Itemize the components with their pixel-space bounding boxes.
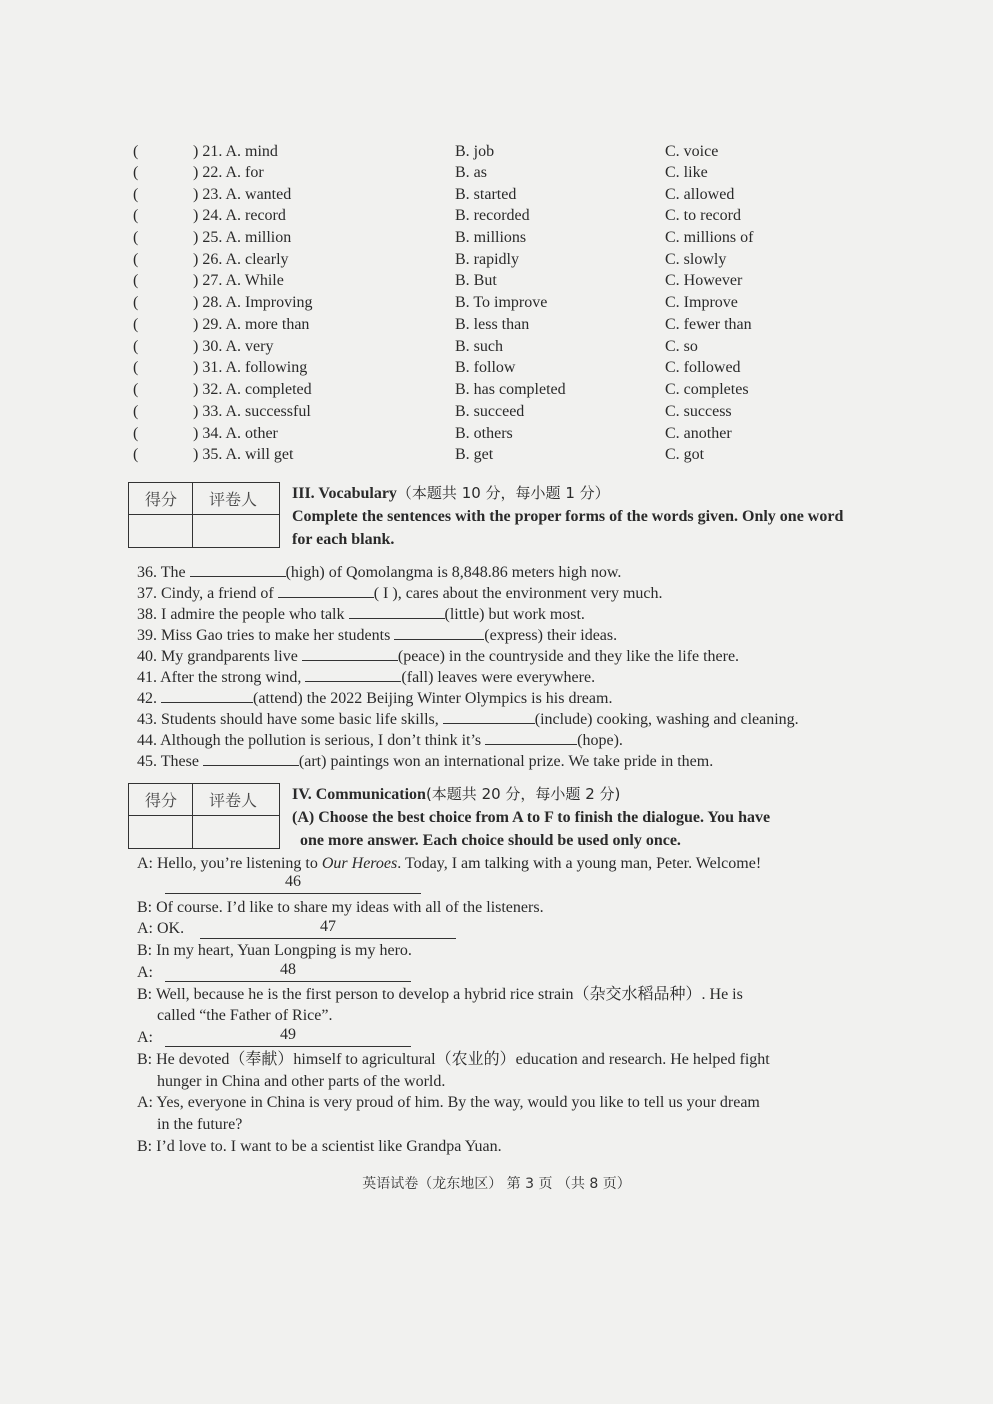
option-a: ) 28. A. Improving <box>193 294 313 311</box>
option-c: C. allowed <box>665 186 735 203</box>
page-footer: 英语试卷（龙东地区） 第 3 页 （共 8 页） <box>362 1176 631 1192</box>
option-a: ) 30. A. very <box>193 338 274 355</box>
grader-label: 评卷人 <box>209 791 258 810</box>
question-41: 41. After the strong wind, (fall) leaves were everywhere. <box>137 666 595 688</box>
list-item <box>0 357 993 378</box>
option-a: ) 33. A. successful <box>193 403 311 420</box>
option-b: B. such <box>455 338 503 355</box>
answer-blank-48[interactable]: 48 <box>165 960 411 982</box>
option-b: B. recorded <box>455 207 530 224</box>
answer-blank-47[interactable]: 47 <box>200 917 456 939</box>
option-b: B. as <box>455 164 487 181</box>
dialogue-line: A: Hello, you’re listening to Our Heroes. Today, I am talking with a young man, Peter. Welcome! <box>137 855 762 872</box>
option-b: B. less than <box>455 316 530 333</box>
answer-blank[interactable] <box>278 582 374 598</box>
answer-paren: ( <box>133 229 139 246</box>
option-a: ) 23. A. wanted <box>193 186 292 203</box>
option-c: C. so <box>665 338 698 355</box>
option-b: B. others <box>455 425 513 442</box>
answer-paren: ( <box>133 207 139 224</box>
dialogue-line: B: He devoted（奉献）himself to agricultural（农业的）education and research. He helped fight <box>137 1051 770 1068</box>
question-42: 42. (attend) the 2022 Beijing Winter Olympics is his dream. <box>137 687 612 709</box>
answer-paren: ( <box>133 338 139 355</box>
question-45: 45. These (art) paintings won an international prize. We take pride in them. <box>137 750 713 772</box>
dialogue-line: in the future? <box>157 1116 243 1133</box>
option-c: C. slowly <box>665 251 727 268</box>
answer-blank[interactable] <box>161 687 253 703</box>
option-c: C. voice <box>665 143 719 160</box>
answer-blank[interactable] <box>302 645 398 661</box>
dialogue-line: A: Yes, everyone in China is very proud of him. By the way, would you like to tell us your dream <box>137 1094 760 1111</box>
question-38: 38. I admire the people who talk (little) but work most. <box>137 603 585 625</box>
option-a: ) 29. A. more than <box>193 316 310 333</box>
list-item <box>0 314 993 335</box>
option-b: B. job <box>455 143 495 160</box>
score-label: 得分 <box>145 490 178 509</box>
option-b: B. millions <box>455 229 527 246</box>
option-a: ) 32. A. completed <box>193 381 312 398</box>
option-b: B. succeed <box>455 403 525 420</box>
option-a: ) 21. A. mind <box>193 143 278 160</box>
section-instruction: Complete the sentences with the proper forms of the words given. Only one word for each blank. <box>292 508 844 548</box>
answer-paren: ( <box>133 251 139 268</box>
answer-blank-46[interactable]: 46 <box>165 872 421 894</box>
list-item <box>0 249 993 270</box>
dialogue-line: called “the Father of Rice”. <box>157 1007 333 1024</box>
answer-paren: ( <box>133 272 139 289</box>
answer-blank[interactable] <box>349 603 445 619</box>
option-a: ) 27. A. While <box>193 272 284 289</box>
show-name: Our Heroes <box>321 855 398 872</box>
answer-paren: ( <box>133 316 139 333</box>
answer-blank-49[interactable]: 49 <box>165 1025 411 1047</box>
list-item <box>0 141 993 162</box>
dialogue-line: B: Well, because he is the first person to develop a hybrid rice strain（杂交水稻品种）. He is <box>137 986 743 1003</box>
option-c: C. millions of <box>665 229 754 246</box>
option-c: C. followed <box>665 359 741 376</box>
option-c: C. However <box>665 272 743 289</box>
section-title: III. Vocabulary（本题共 10 分，每小题 1 分） <box>292 484 610 502</box>
question-39: 39. Miss Gao tries to make her students (express) their ideas. <box>137 624 617 646</box>
option-b: B. follow <box>455 359 516 376</box>
question-43: 43. Students should have some basic life skills, (include) cooking, washing and cleaning. <box>137 708 799 730</box>
option-b: B. started <box>455 186 517 203</box>
answer-paren: ( <box>133 446 139 463</box>
list-item <box>0 336 993 357</box>
option-b: B. get <box>455 446 494 463</box>
list-item <box>0 379 993 400</box>
option-a: ) 25. A. million <box>193 229 292 246</box>
score-label: 得分 <box>145 791 178 810</box>
option-b: B. But <box>455 272 497 289</box>
option-c: C. another <box>665 425 732 442</box>
dialogue-line: A: OK. <box>137 920 185 937</box>
answer-paren: ( <box>133 164 139 181</box>
answer-paren: ( <box>133 403 139 420</box>
list-item <box>0 292 993 313</box>
grader-label: 评卷人 <box>209 490 258 509</box>
dialogue-line: B: Of course. I’d like to share my ideas with all of the listeners. <box>137 899 544 916</box>
option-c: C. Improve <box>665 294 738 311</box>
option-a: ) 24. A. record <box>193 207 286 224</box>
answer-blank[interactable] <box>443 708 535 724</box>
question-37: 37. Cindy, a friend of ( I ), cares about the environment very much. <box>137 582 663 604</box>
option-a: ) 22. A. for <box>193 164 264 181</box>
answer-paren: ( <box>133 359 139 376</box>
list-item <box>0 423 993 444</box>
section-instruction-b: one more answer. Each choice should be used only once. <box>300 832 681 849</box>
option-c: C. got <box>665 446 705 463</box>
score-box <box>128 783 280 849</box>
option-a: ) 35. A. will get <box>193 446 294 463</box>
answer-blank[interactable] <box>305 666 401 682</box>
option-b: B. has completed <box>455 381 566 398</box>
answer-paren: ( <box>133 425 139 442</box>
option-c: C. to record <box>665 207 741 224</box>
answer-paren: ( <box>133 143 139 160</box>
question-36: 36. The (high) of Qomolangma is 8,848.86 meters high now. <box>137 561 621 583</box>
section-title: IV. Communication(本题共 20 分，每小题 2 分) <box>292 785 621 803</box>
section-instruction-a: (A) Choose the best choice from A to F to finish the dialogue. You have <box>292 809 771 826</box>
answer-paren: ( <box>133 186 139 203</box>
list-item <box>0 162 993 183</box>
option-c: C. completes <box>665 381 749 398</box>
option-c: C. fewer than <box>665 316 752 333</box>
list-item <box>0 444 993 465</box>
option-a: ) 31. A. following <box>193 359 308 376</box>
list-item <box>0 184 993 205</box>
dialogue-line: hunger in China and other parts of the world. <box>157 1073 446 1090</box>
dialogue-line: B: I’d love to. I want to be a scientist like Grandpa Yuan. <box>137 1138 502 1155</box>
option-b: B. To improve <box>455 294 548 311</box>
answer-paren: ( <box>133 381 139 398</box>
question-44: 44. Although the pollution is serious, I don’t think it’s (hope). <box>137 729 623 751</box>
list-item <box>0 270 993 291</box>
answer-blank[interactable] <box>394 624 484 640</box>
dialogue-line: A: <box>137 964 153 981</box>
answer-paren: ( <box>133 294 139 311</box>
answer-blank[interactable] <box>203 750 299 766</box>
dialogue-line: A: <box>137 1029 153 1046</box>
option-a: ) 26. A. clearly <box>193 251 289 268</box>
answer-blank[interactable] <box>190 561 286 577</box>
option-b: B. rapidly <box>455 251 519 268</box>
list-item <box>0 401 993 422</box>
option-c: C. like <box>665 164 708 181</box>
list-item <box>0 227 993 248</box>
answer-blank[interactable] <box>485 729 577 745</box>
option-a: ) 34. A. other <box>193 425 278 442</box>
score-box <box>128 482 280 548</box>
dialogue-line: B: In my heart, Yuan Longping is my hero. <box>137 942 412 959</box>
question-40: 40. My grandparents live (peace) in the countryside and they like the life there. <box>137 645 739 667</box>
option-c: C. success <box>665 403 732 420</box>
list-item <box>0 205 993 226</box>
